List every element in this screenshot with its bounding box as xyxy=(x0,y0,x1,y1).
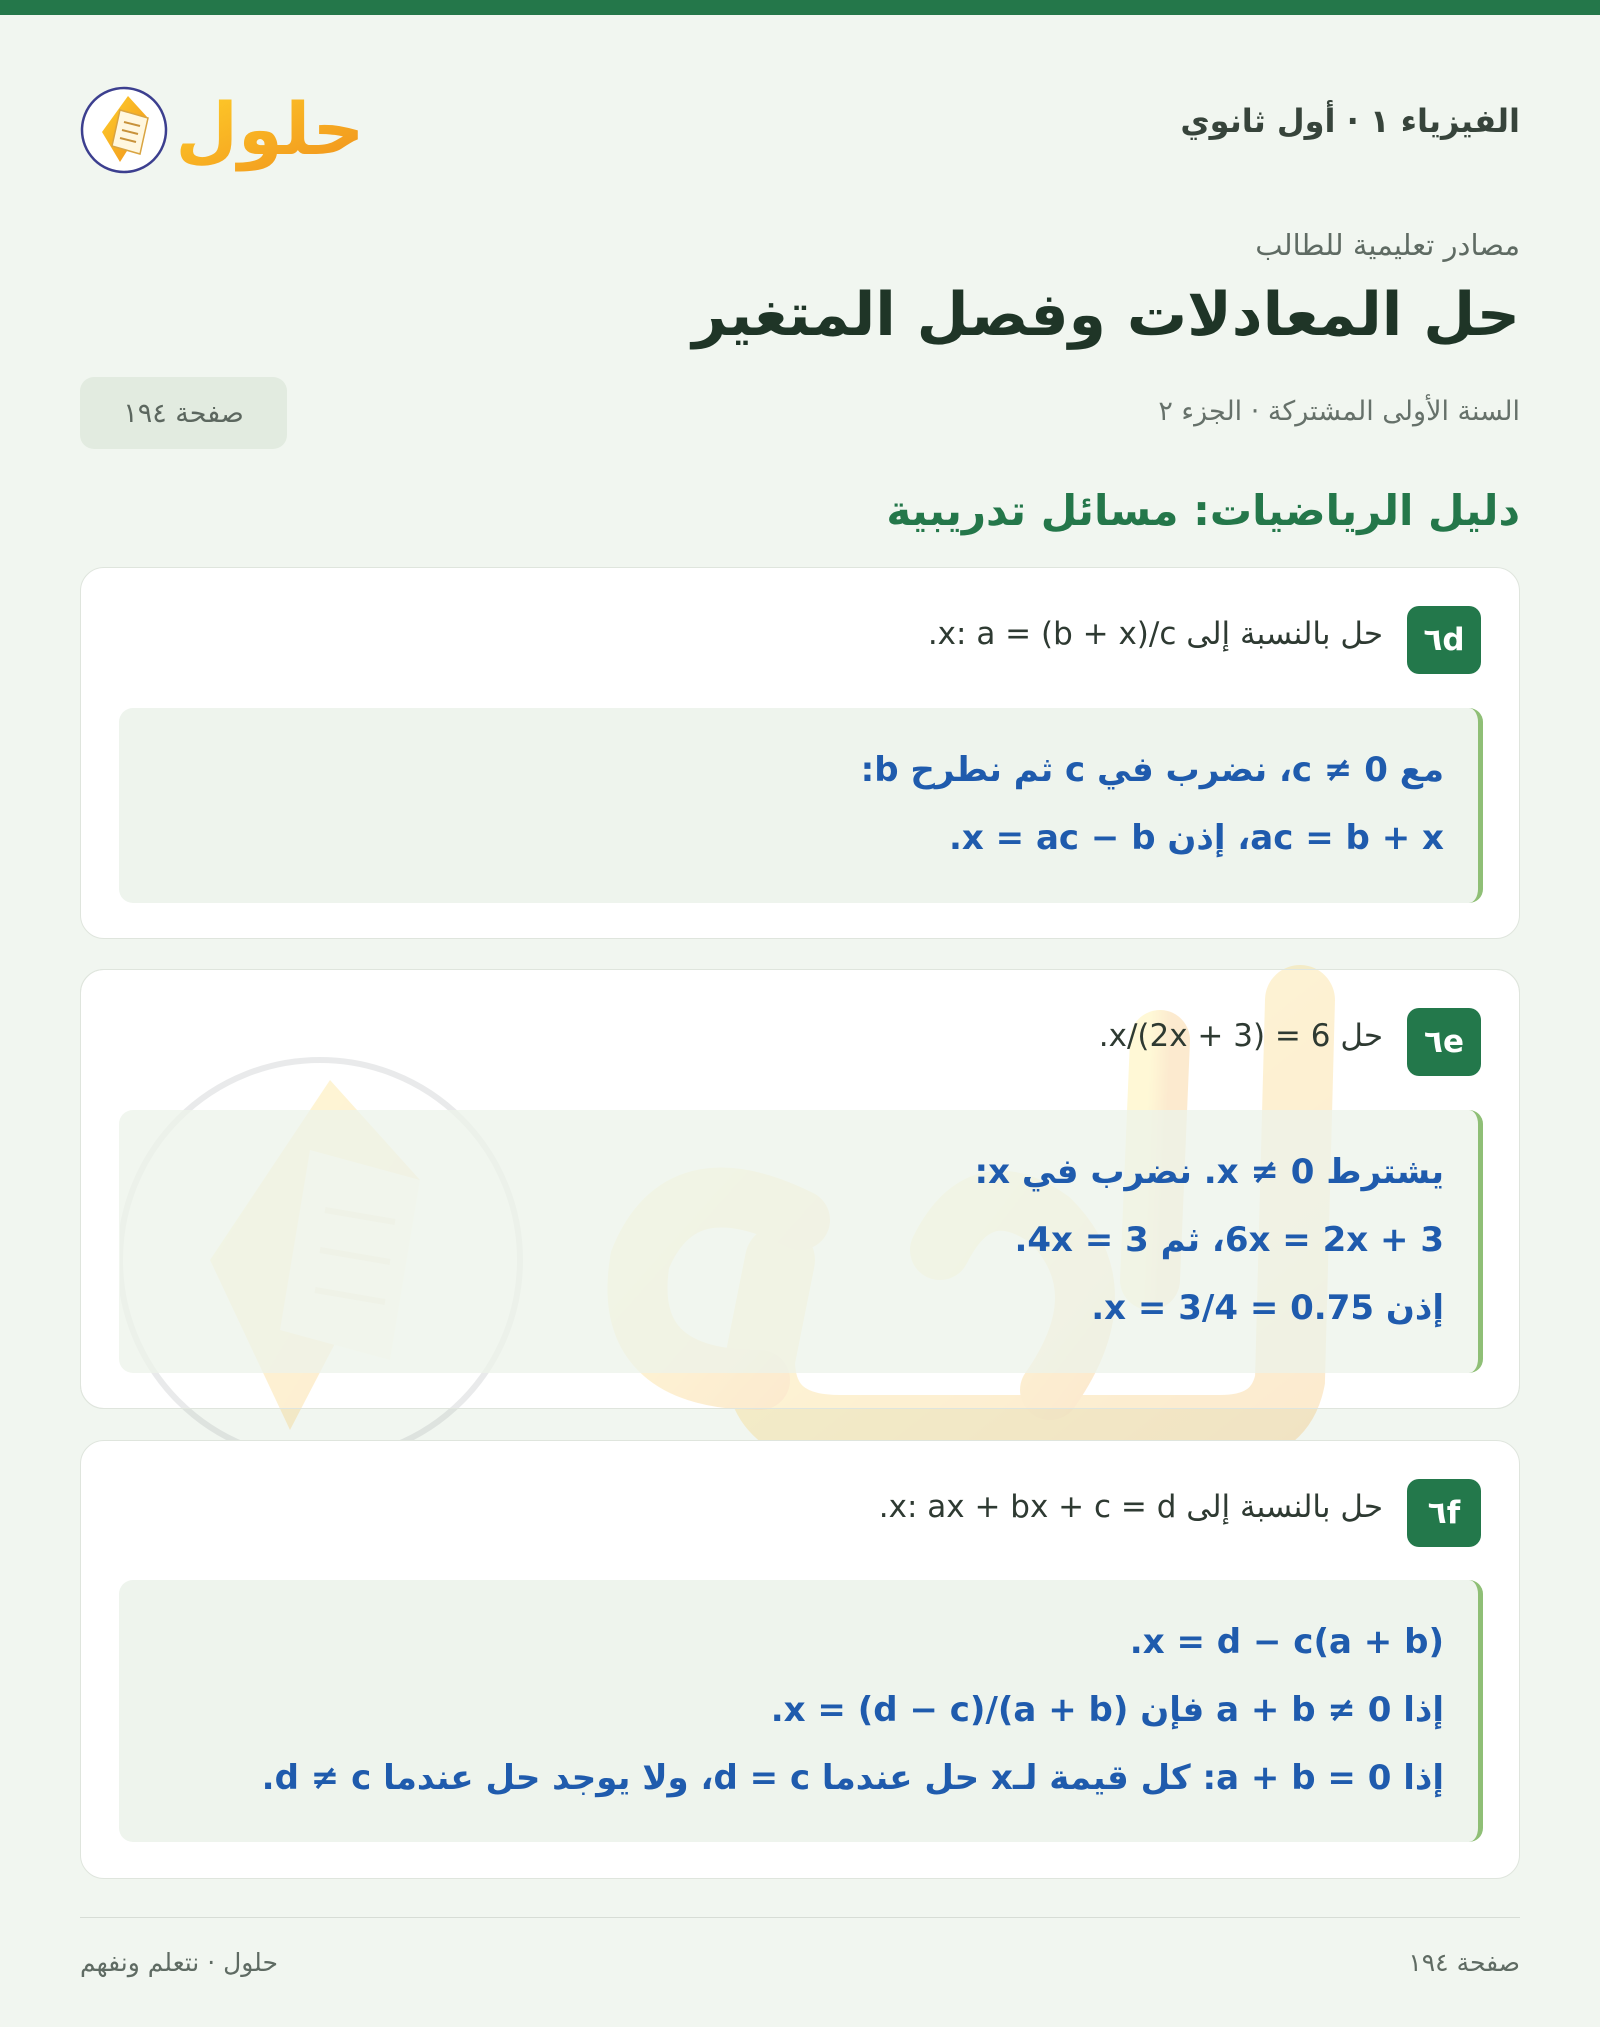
logo-graphic xyxy=(80,62,370,182)
problem-number-badge: ٦d xyxy=(1407,606,1481,674)
top-accent-bar xyxy=(0,0,1600,15)
solution-line: إذن x = 3/4 = 0.75. xyxy=(1091,1288,1444,1328)
problem-card-content xyxy=(80,969,1520,1409)
page-title: حل المعادلات وفصل المتغير xyxy=(692,280,1520,350)
solution-box xyxy=(119,708,1483,903)
footer-tagline: حلول · نتعلم ونفهم xyxy=(80,1948,278,1977)
course-meta: السنة الأولى المشتركة · الجزء ٢ xyxy=(1158,396,1520,427)
section-title: دليل الرياضيات: مسائل تدريبية xyxy=(886,486,1520,535)
problem-number-badge: ٦f xyxy=(1407,1479,1481,1547)
problem-card xyxy=(80,1440,1520,1879)
kicker: مصادر تعليمية للطالب xyxy=(1255,228,1520,262)
solution-line: إذا a + b = 0: كل قيمة لـx حل عندما d = c، ولا يوجد حل عندما d ≠ c. xyxy=(261,1758,1444,1798)
problem-question: حل بالنسبة إلى x: a = (b + x)/c. xyxy=(927,616,1383,652)
solution-line: مع c ≠ 0، نضرب في c ثم نطرح b: xyxy=(860,750,1444,790)
problem-question: حل 6 = (2x + 3)/x. xyxy=(1098,1018,1383,1054)
footer-divider xyxy=(80,1917,1520,1918)
logo-wordmark: حلول xyxy=(175,87,365,171)
header xyxy=(80,62,1520,182)
solution-line: 6x = 2x + 3، ثم 4x = 3. xyxy=(1014,1220,1444,1260)
solution-line: (a + b)x = d − c. xyxy=(1129,1622,1444,1662)
subject-label: الفيزياء ١ · أول ثانوي xyxy=(1180,102,1520,140)
problem-card xyxy=(80,567,1520,939)
problem-number-badge: ٦e xyxy=(1407,1008,1481,1076)
solution-line: ac = b + x، إذن x = ac − b. xyxy=(948,818,1444,858)
solution-box xyxy=(119,1580,1483,1842)
footer-page-number: صفحة ١٩٤ xyxy=(1408,1948,1520,1977)
hulul-logo[interactable] xyxy=(80,62,370,182)
solution-line: يشترط x ≠ 0. نضرب في x: xyxy=(974,1152,1444,1192)
problem-question: حل بالنسبة إلى x: ax + bx + c = d. xyxy=(878,1489,1383,1525)
page-number-pill: صفحة ١٩٤ xyxy=(80,377,287,449)
solution-line: إذا a + b ≠ 0 فإن x = (d − c)/(a + b). xyxy=(770,1690,1444,1730)
solution-box xyxy=(119,1110,1483,1373)
